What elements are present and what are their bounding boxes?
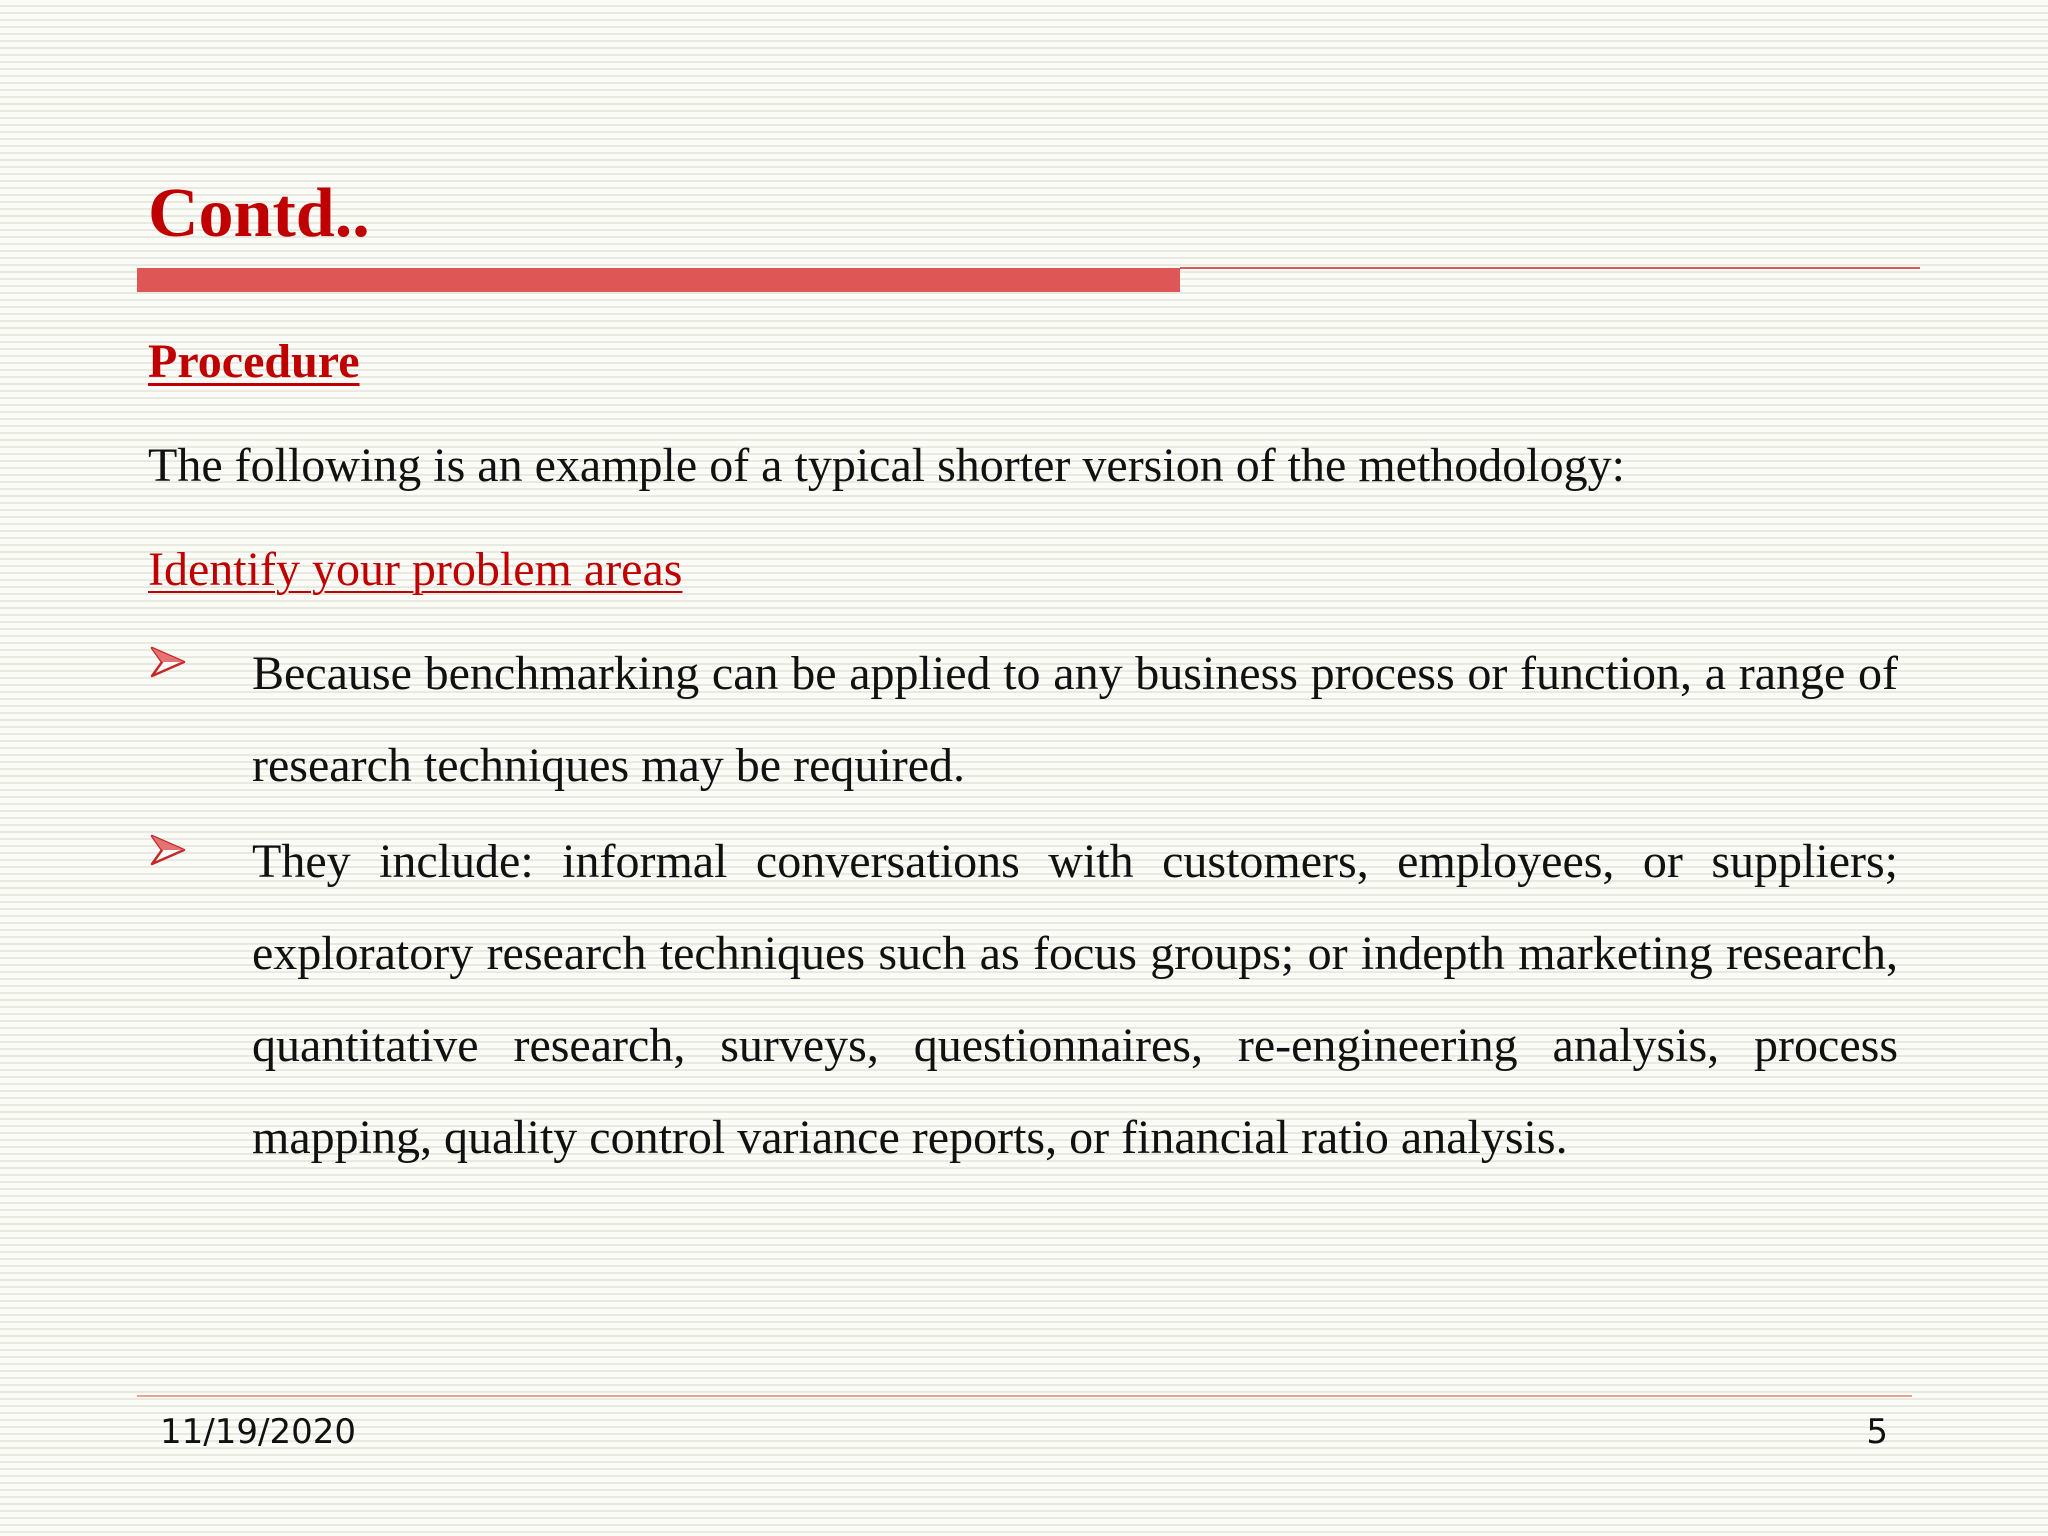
section-heading: Procedure [148,335,360,388]
bullet-item [148,628,1898,812]
slide-title: Contd.. [148,175,370,252]
arrowhead-bullet-icon [150,644,186,680]
bullet-item [148,816,1898,1184]
arrowhead-bullet-icon [150,832,186,868]
slide-body [148,326,1898,1198]
title-underline-rule [1180,267,1920,269]
subheading: Identify your problem areas [148,543,683,596]
footer-date: 11/19/2020 [160,1412,356,1452]
bullet-text: Because benchmarking can be applied to any business process or function, a range of research techniques may be required. [252,647,1898,792]
intro-text: The following is an example of a typical shorter version of the methodology: [148,439,1625,492]
bullet-list [148,628,1898,1184]
title-underline-bar [137,268,1180,292]
page-number: 5 [1866,1412,1888,1452]
bullet-text: They include: informal conversations with customers, employees, or suppliers; exploratory research techniques such as focus groups; or indepth marketing research, quantitative research, surveys, questionnaires, re-engineering analysis, process mapping, quality control variance reports, or financial ratio analysis. [252,835,1898,1164]
footer-divider [137,1395,1912,1397]
